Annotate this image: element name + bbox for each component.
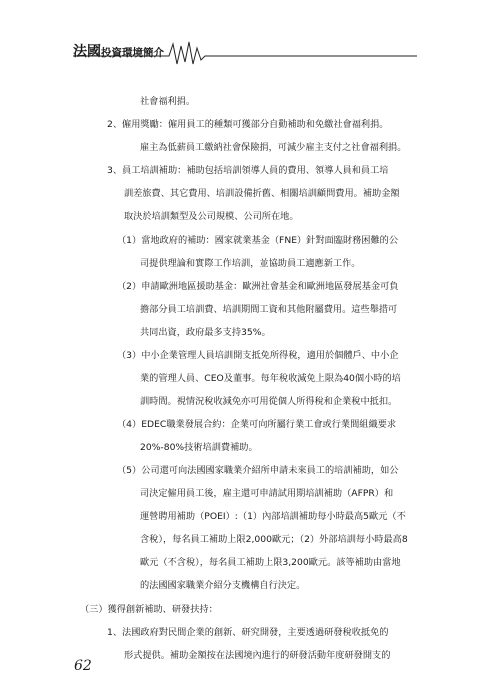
text-line: 司決定僱用員工後，雇主還可申請試用期培訓補助（AFPR）和 [140, 488, 394, 499]
header-title-sub: 投資環境簡介 [101, 47, 164, 59]
text-line: 訓差旅費、其它費用、培訓設備折舊、相關培訓顧問費用。補助金額 [124, 188, 400, 199]
text-line: 社會福利捐。 [140, 96, 196, 107]
page-number: 62 [74, 658, 92, 674]
text-line: 業的管理人員、CEO及董事。每年稅收減免上限為40個小時的培 [140, 373, 401, 384]
running-header [73, 38, 417, 66]
text-line: 訓時間。視情況稅收減免亦可用從個人所得稅和企業稅中抵扣。 [140, 396, 398, 407]
text-line: 的法國國家職業介紹分支機構自行決定。 [140, 580, 306, 591]
text-line: 含稅），每名員工補助上限2,000歐元；（2）外部培訓每小時最高8 [140, 534, 408, 545]
header-wave-rule [73, 38, 417, 66]
text-line: 共同出資，政府最多支持35%。 [140, 327, 271, 338]
text-line: 2、僱用獎勵：僱用員工的種類可獲部分自動補助和免繳社會福利捐。 [107, 119, 389, 130]
text-line: 形式提供。補助金額按在法國境內進行的研發活動年度研發開支的 [124, 650, 391, 661]
text-line: 3、員工培訓補助：補助包括培訓領導人員的費用、領導人員和員工培 [107, 165, 389, 176]
text-line: 雇主為低薪員工繳納社會保險捐，可減少雇主支付之社會福利捐。 [140, 142, 407, 153]
header-title-main: 法國 [73, 44, 101, 60]
text-line: （1）當地政府的補助：國家就業基金（FNE）針對面臨財務困難的公 [117, 235, 399, 246]
text-line: 取決於培訓類型及公司規模、公司所在地。 [124, 211, 299, 222]
text-line: （2）申請歐洲地區援助基金：歐洲社會基金和歐洲地區發展基金可負 [117, 281, 399, 292]
text-line: 20%-80%技術培訓費補助。 [140, 442, 258, 453]
text-line: 司提供理論和實際工作培訓，並協助員工適應新工作。 [140, 258, 361, 269]
text-line: 擔部分員工培訓費、培訓期間工資和其他附屬費用。這些舉措可 [140, 304, 398, 315]
text-line: 1、法國政府對民間企業的創新、研究開發，主要透過研發稅收抵免的 [107, 627, 389, 638]
text-line: （5）公司還可向法國國家職業介紹所申請未來員工的培訓補助，如公 [117, 465, 399, 476]
text-line: 歐元（不含稅），每名員工補助上限3,200歐元。該等補助由當地 [140, 557, 401, 568]
text-line: （4）EDEC職業發展合約：企業可向所屬行業工會或行業間組織要求 [117, 419, 397, 430]
section-heading: （三）獲得創新補助、研發扶持： [80, 604, 218, 615]
text-line: 運營聘用補助（POEI）:（1）內部培訓補助每小時最高5歐元（不 [140, 511, 406, 522]
text-line: （3）中小企業管理人員培訓開支抵免所得稅，適用於個體戶、中小企 [117, 350, 399, 361]
